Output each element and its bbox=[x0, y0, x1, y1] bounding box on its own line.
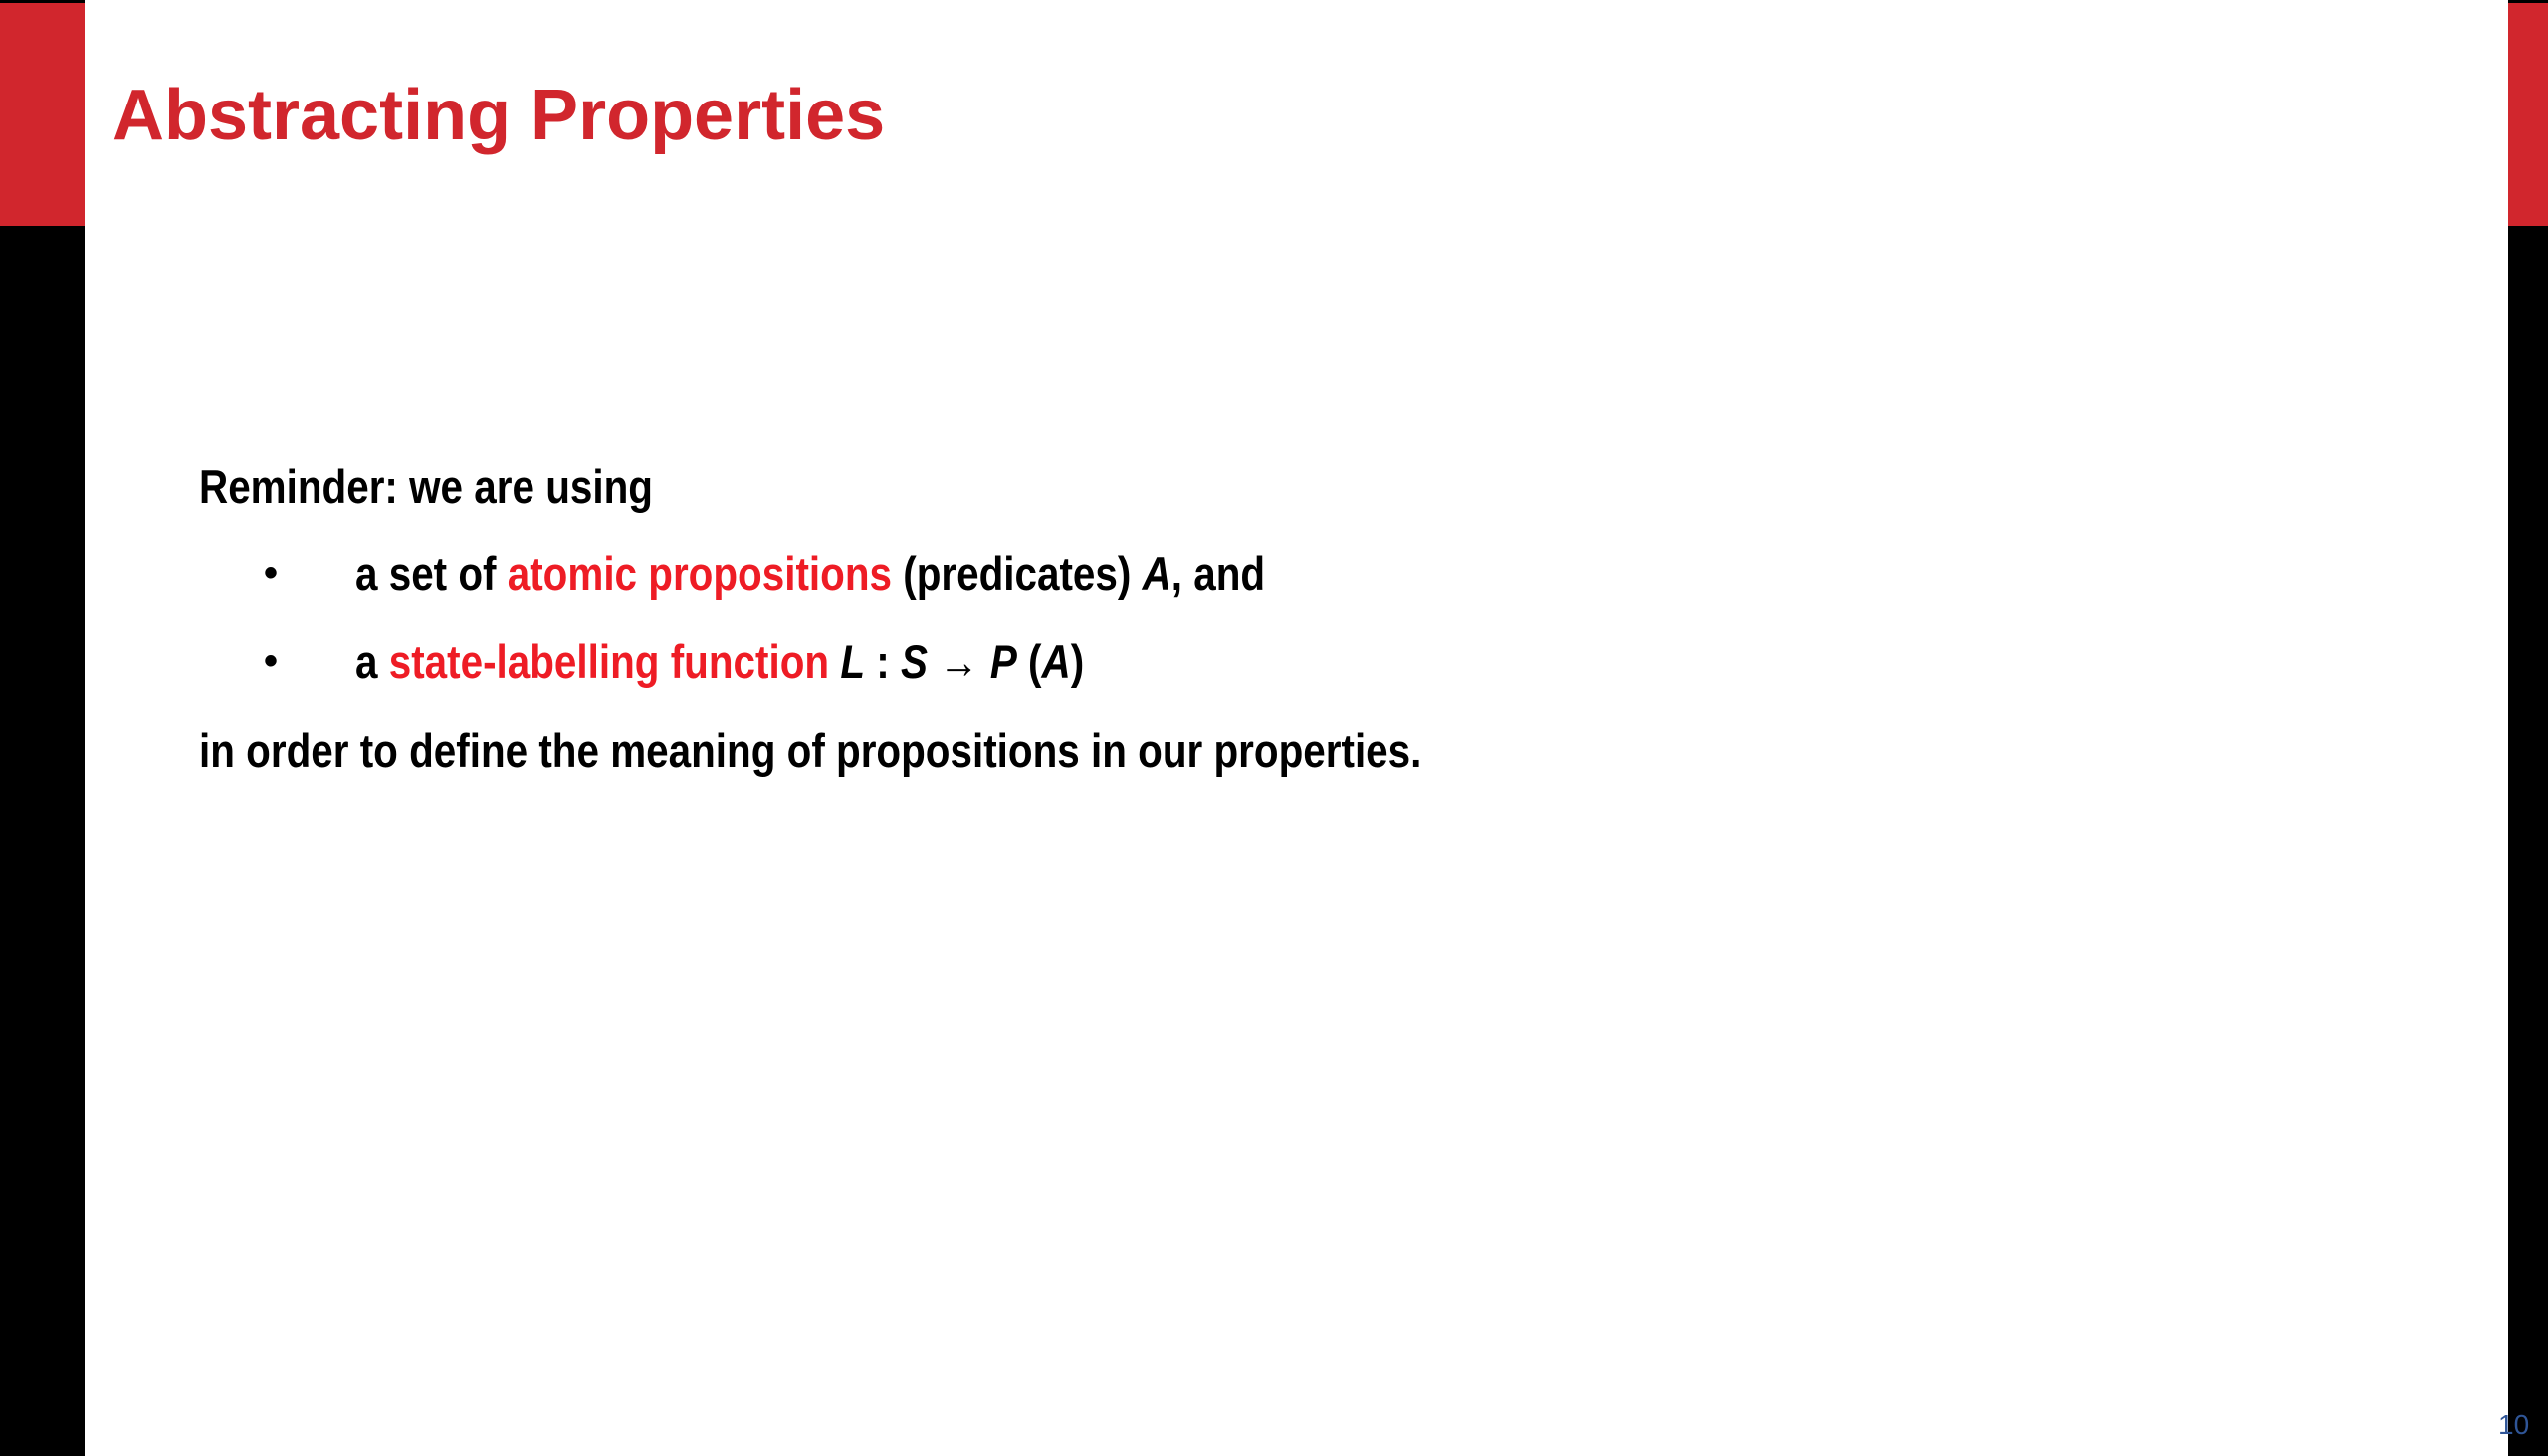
page-number: 10 bbox=[2498, 1409, 2530, 1440]
bullet-icon: • bbox=[264, 639, 279, 683]
right-accent-bar bbox=[2508, 3, 2548, 226]
math-open-paren: ( bbox=[1016, 635, 1042, 688]
math-symbol-p: P bbox=[989, 635, 1017, 688]
bullet-suffix: , and bbox=[1170, 547, 1266, 600]
math-spacer bbox=[829, 635, 840, 688]
math-close-paren: ) bbox=[1070, 635, 1085, 688]
conclusion-text: in order to define the meaning of propositions in our properties. bbox=[199, 725, 1422, 777]
math-colon: : bbox=[865, 635, 901, 688]
highlight-term: state-labelling function bbox=[388, 635, 830, 688]
slide-title: Abstracting Properties bbox=[112, 76, 886, 155]
left-accent-bar bbox=[0, 3, 85, 226]
bullet-prefix: a bbox=[355, 635, 389, 688]
intro-text: Reminder: we are using bbox=[199, 460, 653, 513]
bullet-middle: (predicates) bbox=[892, 547, 1143, 600]
math-symbol-s: S bbox=[900, 635, 928, 688]
highlight-term: atomic propositions bbox=[507, 547, 893, 600]
bullet-prefix: a set of bbox=[355, 547, 508, 600]
math-symbol-a: A bbox=[1142, 547, 1171, 600]
math-arrow: → bbox=[927, 635, 990, 688]
bullet-text bbox=[355, 635, 1085, 688]
bullet-text bbox=[355, 547, 1266, 600]
math-symbol-l: L bbox=[840, 635, 866, 688]
math-symbol-a: A bbox=[1041, 635, 1071, 688]
slide-content bbox=[85, 0, 2508, 1456]
bullet-icon: • bbox=[264, 551, 279, 595]
